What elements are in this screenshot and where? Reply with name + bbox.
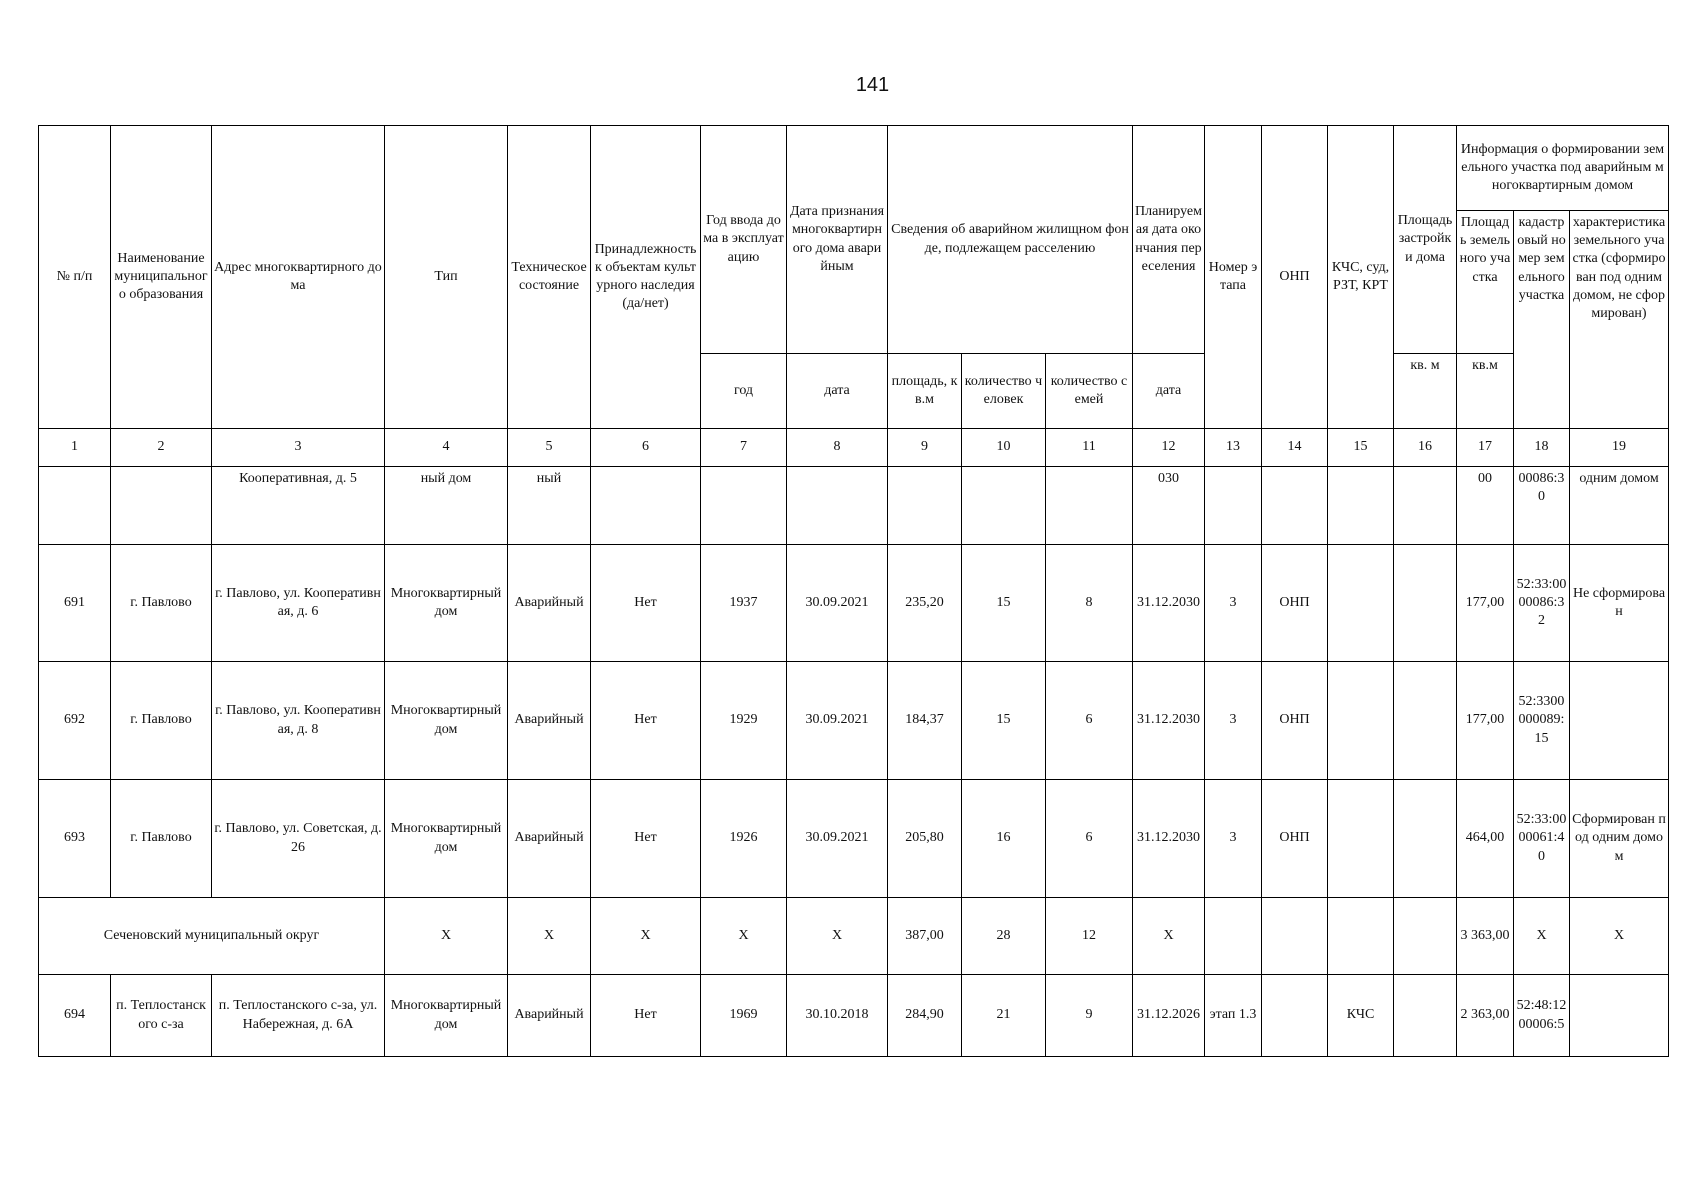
cell-number: 694: [39, 975, 111, 1057]
cell-emergency-date: 30.10.2018: [787, 975, 888, 1057]
cell-cultural-heritage: Нет: [591, 780, 701, 898]
subtotal-cultural-heritage: X: [591, 898, 701, 975]
header-building-area-unit: кв. м: [1394, 354, 1457, 429]
subtotal-families: 12: [1046, 898, 1133, 975]
cell-technical-state: Аварийный: [508, 780, 591, 898]
cell-address: г. Павлово, ул. Кооперативная, д. 8: [212, 662, 385, 780]
cell-cadastral-number: 52:48:1200006:5: [1514, 975, 1570, 1057]
subtotal-stage: [1205, 898, 1262, 975]
column-number: 3: [212, 429, 385, 467]
cell-families: 6: [1046, 662, 1133, 780]
column-number: 14: [1262, 429, 1328, 467]
cell-land-area: 2 363,00: [1457, 975, 1514, 1057]
header-cadastral-number: кадастровый номер земельного участка: [1514, 211, 1570, 429]
table-row: [39, 545, 1669, 662]
cell-kchs: [1328, 545, 1394, 662]
cell-land-characteristic: одним домом: [1570, 467, 1669, 545]
cell-type: ный дом: [385, 467, 508, 545]
subtotal-cadastral-number: X: [1514, 898, 1570, 975]
cell-cadastral-number: 52:33:0000061:40: [1514, 780, 1570, 898]
cell-kchs: [1328, 780, 1394, 898]
header-land-characteristic: характеристика земельного участка (сформирован под одним домом, не сформирован): [1570, 211, 1669, 429]
header-row-1: [39, 126, 1669, 211]
cell-cultural-heritage: Нет: [591, 545, 701, 662]
header-stage-number: Номер этапа: [1205, 126, 1262, 429]
cell-people: [962, 467, 1046, 545]
cell-technical-state: ный: [508, 467, 591, 545]
cell-planned-date: 31.12.2030: [1133, 545, 1205, 662]
column-number: 7: [701, 429, 787, 467]
column-number: 9: [888, 429, 962, 467]
subtotal-year: X: [701, 898, 787, 975]
subtotal-people: 28: [962, 898, 1046, 975]
column-number: 19: [1570, 429, 1669, 467]
cell-municipality: [111, 467, 212, 545]
table-row: [39, 662, 1669, 780]
cell-address: Кооперативная, д. 5: [212, 467, 385, 545]
column-number: 18: [1514, 429, 1570, 467]
table-row: [39, 975, 1669, 1057]
column-number: 2: [111, 429, 212, 467]
cell-emergency-date: 30.09.2021: [787, 545, 888, 662]
cell-building-area: [1394, 780, 1457, 898]
cell-area: 235,20: [888, 545, 962, 662]
subtotal-emergency-date: X: [787, 898, 888, 975]
cell-type: Многоквартирный дом: [385, 780, 508, 898]
cell-land-characteristic: Не сформирован: [1570, 545, 1669, 662]
column-number: 4: [385, 429, 508, 467]
header-date-sub: дата: [787, 354, 888, 429]
cell-municipality: г. Павлово: [111, 662, 212, 780]
cell-emergency-date: 30.09.2021: [787, 662, 888, 780]
cell-onp: ОНП: [1262, 780, 1328, 898]
cell-number: [39, 467, 111, 545]
header-area-sqm: площадь, кв.м: [888, 354, 962, 429]
header-land-area: Площадь земельного участка: [1457, 211, 1514, 354]
cell-stage: 3: [1205, 780, 1262, 898]
cell-kchs: [1328, 662, 1394, 780]
cell-municipality: г. Павлово: [111, 545, 212, 662]
subtotal-planned-date: X: [1133, 898, 1205, 975]
cell-building-area: [1394, 975, 1457, 1057]
cell-year: 1937: [701, 545, 787, 662]
header-people-count: количество человек: [962, 354, 1046, 429]
header-address: Адрес многоквартирного дома: [212, 126, 385, 429]
cell-cadastral-number: 52:33:0000086:32: [1514, 545, 1570, 662]
column-number: 1: [39, 429, 111, 467]
cell-address: г. Павлово, ул. Кооперативная, д. 6: [212, 545, 385, 662]
cell-cultural-heritage: Нет: [591, 662, 701, 780]
column-number: 5: [508, 429, 591, 467]
header-land-plot-info: Информация о формировании земельного участка под аварийным многоквартирным домом: [1457, 126, 1669, 211]
header-planned-end-date: Планируемая дата окончания переселения: [1133, 126, 1205, 354]
cell-families: [1046, 467, 1133, 545]
column-number: 11: [1046, 429, 1133, 467]
cell-people: 15: [962, 545, 1046, 662]
cell-building-area: [1394, 545, 1457, 662]
header-building-area: Площадь застройки дома: [1394, 126, 1457, 354]
cell-land-characteristic: Сформирован под одним домом: [1570, 780, 1669, 898]
cell-families: 6: [1046, 780, 1133, 898]
subtotal-row: [39, 898, 1669, 975]
cell-number: 693: [39, 780, 111, 898]
subtotal-label: Сеченовский муниципальный округ: [39, 898, 385, 975]
cell-year: 1929: [701, 662, 787, 780]
header-land-area-unit: кв.м: [1457, 354, 1514, 429]
cell-address: г. Павлово, ул. Советская, д. 26: [212, 780, 385, 898]
cell-planned-date: 31.12.2026: [1133, 975, 1205, 1057]
column-number: 15: [1328, 429, 1394, 467]
cell-technical-state: Аварийный: [508, 545, 591, 662]
cell-emergency-date: 30.09.2021: [787, 780, 888, 898]
cell-families: 9: [1046, 975, 1133, 1057]
cell-people: 15: [962, 662, 1046, 780]
cell-families: 8: [1046, 545, 1133, 662]
cell-onp: [1262, 467, 1328, 545]
cell-cadastral-number: 52:3300000089:15: [1514, 662, 1570, 780]
column-number: 12: [1133, 429, 1205, 467]
cell-technical-state: Аварийный: [508, 662, 591, 780]
cell-year: 1926: [701, 780, 787, 898]
cell-stage: этап 1.3: [1205, 975, 1262, 1057]
column-number: 6: [591, 429, 701, 467]
cell-planned-date: 31.12.2030: [1133, 780, 1205, 898]
cell-technical-state: Аварийный: [508, 975, 591, 1057]
header-number: № п/п: [39, 126, 111, 429]
cell-year: 1969: [701, 975, 787, 1057]
cell-area: [888, 467, 962, 545]
cell-kchs: [1328, 467, 1394, 545]
header-family-count: количество семей: [1046, 354, 1133, 429]
subtotal-kchs: [1328, 898, 1394, 975]
header-type: Тип: [385, 126, 508, 429]
cell-kchs: КЧС: [1328, 975, 1394, 1057]
cell-planned-date: 030: [1133, 467, 1205, 545]
subtotal-onp: [1262, 898, 1328, 975]
cell-planned-date: 31.12.2030: [1133, 662, 1205, 780]
cell-area: 284,90: [888, 975, 962, 1057]
subtotal-land-area: 3 363,00: [1457, 898, 1514, 975]
cell-emergency-date: [787, 467, 888, 545]
column-number-row: [39, 429, 1669, 467]
cell-land-characteristic: [1570, 662, 1669, 780]
subtotal-type: X: [385, 898, 508, 975]
subtotal-area: 387,00: [888, 898, 962, 975]
subtotal-land-characteristic: X: [1570, 898, 1669, 975]
cell-address: п. Теплостанского с-за, ул. Набережная, д. 6А: [212, 975, 385, 1057]
cell-land-characteristic: [1570, 975, 1669, 1057]
cell-people: 16: [962, 780, 1046, 898]
subtotal-building-area: [1394, 898, 1457, 975]
emergency-housing-table: [38, 125, 1669, 1057]
header-kchs: КЧС, суд, РЗТ, КРТ: [1328, 126, 1394, 429]
cell-area: 205,80: [888, 780, 962, 898]
table-row: [39, 780, 1669, 898]
cell-building-area: [1394, 467, 1457, 545]
cell-land-area: 464,00: [1457, 780, 1514, 898]
table-row: [39, 467, 1669, 545]
cell-area: 184,37: [888, 662, 962, 780]
cell-number: 692: [39, 662, 111, 780]
header-year-built: Год ввода дома в эксплуатацию: [701, 126, 787, 354]
cell-land-area: 00: [1457, 467, 1514, 545]
column-number: 8: [787, 429, 888, 467]
cell-stage: 3: [1205, 662, 1262, 780]
cell-stage: [1205, 467, 1262, 545]
cell-onp: ОНП: [1262, 545, 1328, 662]
column-number: 16: [1394, 429, 1457, 467]
header-onp: ОНП: [1262, 126, 1328, 429]
header-municipality: Наименование муниципального образования: [111, 126, 212, 429]
header-resettlement-info: Сведения об аварийном жилищном фонде, подлежащем расселению: [888, 126, 1133, 354]
cell-people: 21: [962, 975, 1046, 1057]
header-emergency-date: Дата признания многоквартирного дома аварийным: [787, 126, 888, 354]
cell-number: 691: [39, 545, 111, 662]
header-end-date-sub: дата: [1133, 354, 1205, 429]
cell-onp: [1262, 975, 1328, 1057]
cell-type: Многоквартирный дом: [385, 662, 508, 780]
subtotal-technical-state: X: [508, 898, 591, 975]
cell-cultural-heritage: [591, 467, 701, 545]
cell-land-area: 177,00: [1457, 545, 1514, 662]
cell-cadastral-number: 00086:30: [1514, 467, 1570, 545]
cell-type: Многоквартирный дом: [385, 975, 508, 1057]
cell-cultural-heritage: Нет: [591, 975, 701, 1057]
header-cultural-heritage: Принадлежность к объектам культурного наследия (да/нет): [591, 126, 701, 429]
cell-building-area: [1394, 662, 1457, 780]
column-number: 17: [1457, 429, 1514, 467]
cell-onp: ОНП: [1262, 662, 1328, 780]
cell-type: Многоквартирный дом: [385, 545, 508, 662]
cell-municipality: п. Теплостанского с-за: [111, 975, 212, 1057]
cell-land-area: 177,00: [1457, 662, 1514, 780]
cell-stage: 3: [1205, 545, 1262, 662]
page-number: 141: [855, 74, 890, 96]
header-year-sub: год: [701, 354, 787, 429]
header-technical-state: Техническое состояние: [508, 126, 591, 429]
column-number: 10: [962, 429, 1046, 467]
column-number: 13: [1205, 429, 1262, 467]
cell-municipality: г. Павлово: [111, 780, 212, 898]
cell-year: [701, 467, 787, 545]
